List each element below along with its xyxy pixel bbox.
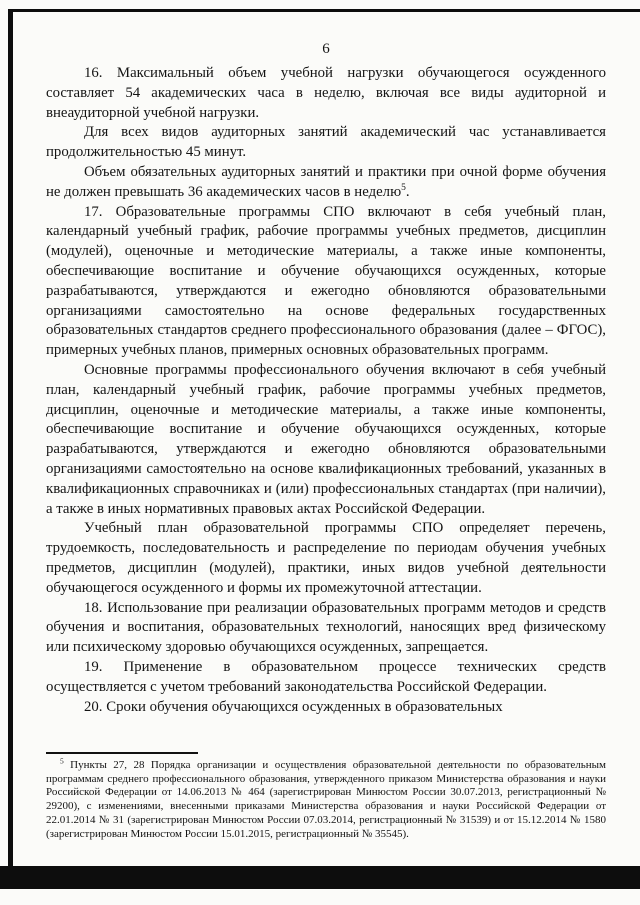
paragraph-17: 17. Образовательные программы СПО включают в себя учебный план, календарный учебный график, рабочие программы учебных предметов, дисциплин (модулей), оценочные и методические материалы, а также иные компоненты, обеспечивающие воспитание и обучение обучающихся осужденных, которые разрабатываются, утверждаются и ежегодно обновляются образовательными организациями самостоятельно на основе федеральных государственных образовательных стандартов среднего профессионального образования (далее – ФГОС), примерных учебных планов, примерных основных образовательных программ.: [46, 203, 606, 359]
paragraph-20: 20. Сроки обучения обучающихся осужденных в образовательных: [84, 698, 503, 715]
footnote-text: [46, 756, 607, 841]
footnote-separator: [46, 752, 198, 754]
paragraph-text: Объем обязательных аудиторных занятий и практики при очной форме обучения не должен превышать 36 академических часов в неделю: [46, 163, 606, 200]
paragraph-17-main-programs: Основные программы профессионального обучения включают в себя учебный план, календарный учебный график, рабочие программы учебных предметов, дисциплин, оценочные и методические материалы, а также иные компоненты, обеспечивающие воспитание и обучение обучающихся осужденных, которые разрабатываются, утверждаются и ежегодно обновляются образовательными организациями самостоятельно на основе квалификационных требований, указанных в квалификационных справочниках и (или) профессиональных стандартах (при наличии), а также в иных нормативных правовых актах Российской Федерации.: [46, 361, 606, 517]
footnote-ref-5: 5: [401, 182, 406, 193]
scan-edge-bottom: [0, 866, 640, 889]
paragraph-16-aud-limit: [46, 163, 606, 203]
paragraph-16: 16. Максимальный объем учебной нагрузки обучающегося осужденного составляет 54 академических часа в неделю, включая все виды аудиторной и внеаудиторной учебной нагрузки.: [46, 65, 606, 121]
scan-edge-left: [8, 9, 13, 879]
page-content: [46, 40, 606, 717]
paragraph-16-academic-hour: Для всех видов аудиторных занятий академический час устанавливается продолжительностью 45 минут.: [46, 124, 606, 161]
paragraph-17-curriculum: Учебный план образовательной программы СПО определяет перечень, трудоемкость, последовательность и распределение по периодам обучения учебных предметов, дисциплин (модулей), практики, иных видов учебной деятельности обучающегося осужденного и формы их промежуточной аттестации.: [46, 520, 606, 596]
paragraph-19: 19. Применение в образовательном процессе технических средств осуществляется с учетом требований законодательства Российской Федерации.: [46, 658, 606, 695]
footnote-marker: 5: [60, 756, 64, 766]
paragraph-text-end: .: [405, 183, 410, 200]
paragraph-18: 18. Использование при реализации образовательных программ методов и средств обучения и воспитания, образовательных технологий, наносящих вред физическому или психическому здоровью обучающихся осужденных, запрещается.: [46, 599, 606, 656]
footnote-body: Пункты 27, 28 Порядка организации и осуществления образовательной деятельности по образовательным программам среднего профессионального образования, утвержденного приказом Министерства образования и науки Российской Федерации от 14.06.2013 № 464 (зарегистрирован Минюстом России 30.07.2013, регистрационный № 29200), с изменениями, внесенными приказами Министерства образования и науки Российской Федерации от 22.01.2014 № 31 (зарегистрирован Минюстом России 07.03.2014, регистрационный № 31539) и от 15.12.2014 № 1580 (зарегистрирован Минюстом России 15.01.2015, регистрационный № 35545).: [46, 759, 607, 840]
page-number: 6: [322, 41, 330, 57]
scan-edge-top: [8, 9, 640, 12]
footnote-block: [46, 752, 606, 841]
